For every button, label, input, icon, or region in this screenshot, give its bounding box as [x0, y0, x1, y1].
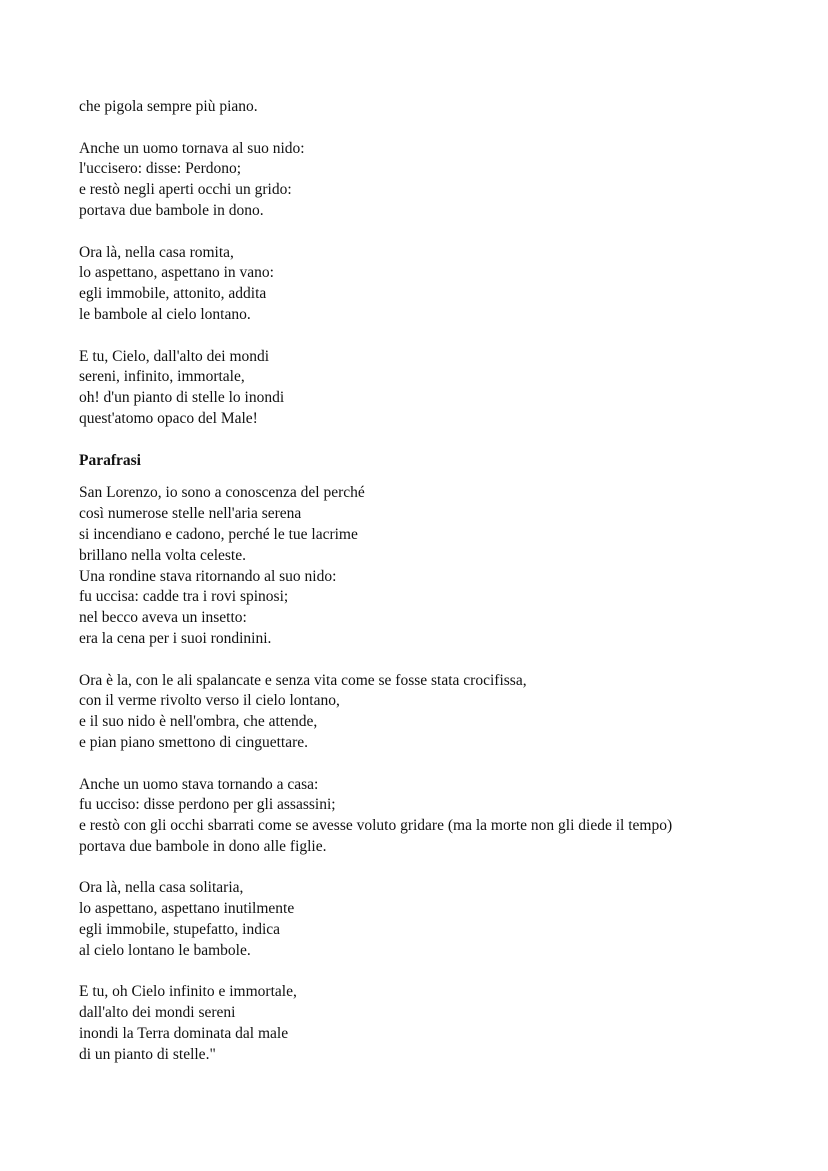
paraphrase-line: fu ucciso: disse perdono per gli assassini;	[79, 796, 336, 814]
poem-line: Anche un uomo tornava al suo nido:	[79, 139, 305, 157]
document-page	[79, 97, 779, 1086]
poem-line: che pigola sempre più piano.	[79, 98, 258, 115]
paraphrase-section	[79, 451, 779, 1066]
paraphrase-line: E tu, oh Cielo infinito e immortale,	[79, 983, 297, 1001]
poem-line: E tu, Cielo, dall'alto dei mondi	[79, 347, 270, 365]
paraphrase-line: Ora là, nella casa solitaria,	[79, 879, 244, 897]
poem-line: l'uccisero: disse: Perdono;	[79, 160, 242, 178]
poem-line: lo aspettano, aspettano in vano:	[79, 264, 274, 282]
paraphrase-line: con il verme rivolto verso il cielo lontano,	[79, 692, 340, 710]
paraphrase-stanza	[79, 878, 779, 961]
poem-line: oh! d'un pianto di stelle lo inondi	[79, 389, 285, 407]
paraphrase-line: Anche un uomo stava tornando a casa:	[79, 775, 319, 793]
paraphrase-line: Ora è la, con le ali spalancate e senza vita come se fosse stata crocifissa,	[79, 671, 527, 689]
paraphrase-line: era la cena per i suoi rondinini.	[79, 629, 272, 647]
poem-line: e restò negli aperti occhi un grido:	[79, 181, 292, 199]
paraphrase-line: di un pianto di stelle."	[79, 1045, 216, 1063]
paraphrase-line: egli immobile, stupefatto, indica	[79, 921, 281, 939]
paraphrase-line: nel becco aveva un insetto:	[79, 609, 247, 627]
poem-line: Ora là, nella casa romita,	[79, 243, 234, 261]
poem-line: portava due bambole in dono.	[79, 201, 264, 219]
paraphrase-line: e pian piano smettono di cinguettare.	[79, 733, 308, 751]
paraphrase-stanza	[79, 671, 779, 754]
paraphrase-line: brillano nella volta celeste.	[79, 546, 246, 564]
paraphrase-line: si incendiano e cadono, perché le tue lacrime	[79, 525, 358, 543]
poem-stanza	[79, 139, 779, 222]
paraphrase-line: Una rondine stava ritornando al suo nido:	[79, 567, 337, 585]
paraphrase-line: al cielo lontano le bambole.	[79, 941, 251, 959]
paraphrase-heading: Parafrasi	[79, 451, 141, 469]
paraphrase-stanza	[79, 982, 779, 1065]
poem-line: quest'atomo opaco del Male!	[79, 409, 258, 427]
paraphrase-line: così numerose stelle nell'aria serena	[79, 505, 302, 523]
paraphrase-line: inondi la Terra dominata dal male	[79, 1025, 289, 1043]
poem-stanza	[79, 97, 779, 118]
paraphrase-line: dall'alto dei mondi sereni	[79, 1004, 236, 1022]
poem-stanza	[79, 347, 779, 430]
paraphrase-line: lo aspettano, aspettano inutilmente	[79, 900, 295, 918]
poem-line: sereni, infinito, immortale,	[79, 368, 245, 386]
paraphrase-line: e il suo nido è nell'ombra, che attende,	[79, 713, 318, 731]
poem-line: egli immobile, attonito, addita	[79, 285, 267, 303]
paraphrase-stanza	[79, 483, 779, 649]
paraphrase-line: e restò con gli occhi sbarrati come se avesse voluto gridare (ma la morte non gli diede il tempo)	[79, 817, 673, 835]
paraphrase-stanza	[79, 775, 779, 858]
poem-section	[79, 97, 779, 430]
poem-stanza	[79, 243, 779, 326]
paraphrase-line: San Lorenzo, io sono a conoscenza del perché	[79, 484, 365, 502]
paraphrase-line: portava due bambole in dono alle figlie.	[79, 837, 327, 855]
paraphrase-line: fu uccisa: cadde tra i rovi spinosi;	[79, 588, 289, 606]
poem-line: le bambole al cielo lontano.	[79, 305, 251, 323]
